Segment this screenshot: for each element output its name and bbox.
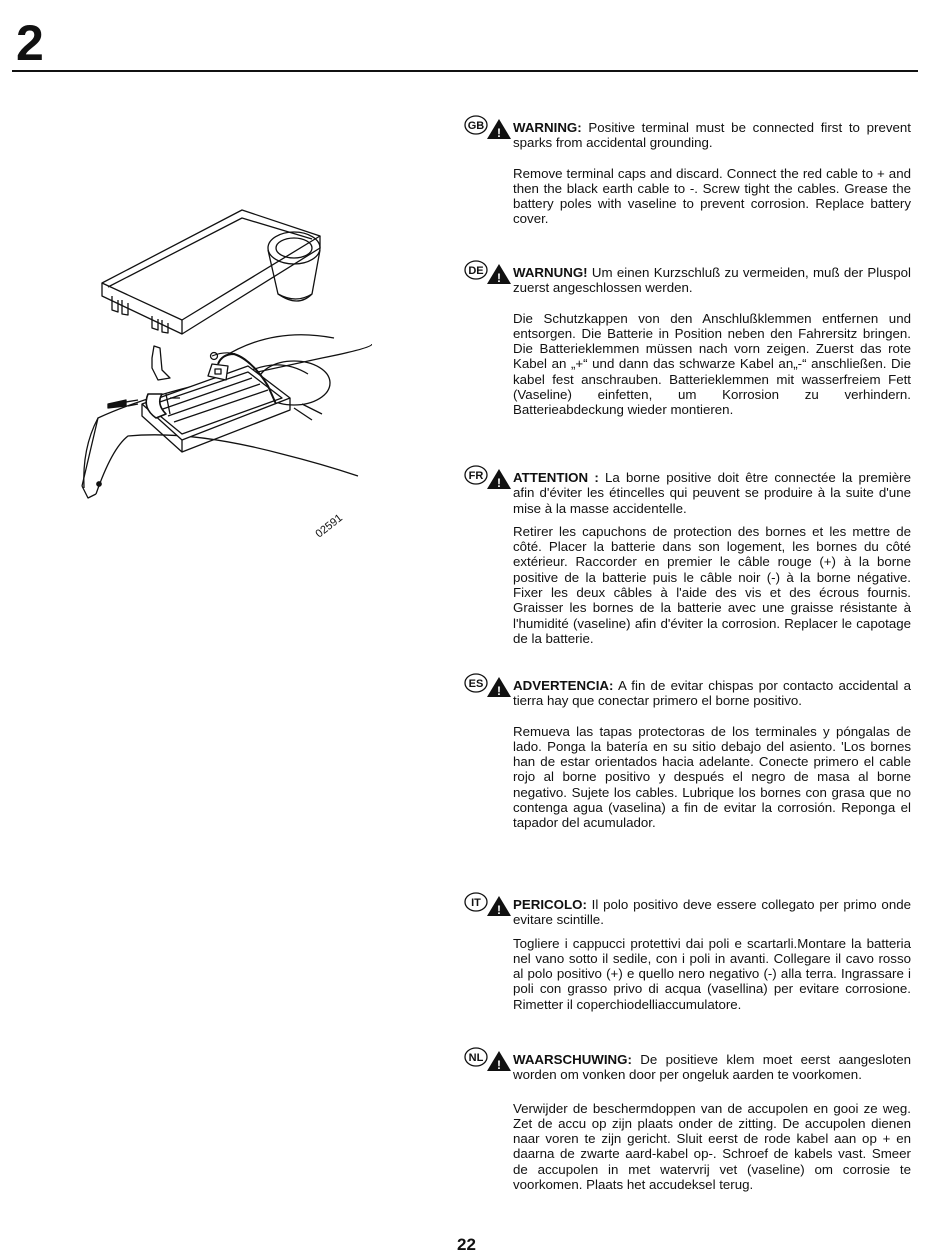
section-gb: [467, 120, 911, 227]
page-number: 22: [457, 1235, 476, 1254]
section-fr: [468, 470, 912, 646]
warning-message: Positive terminal must be connected first to prevent sparks from accidental grounding.: [513, 120, 911, 151]
lang-code: IT: [471, 897, 481, 909]
section-es: [468, 678, 911, 831]
instructions-body: Remove terminal caps and discard. Connect the red cable to + and then the black earth cable to -. Screw tight the cables. Grease the battery poles with vaseline to prevent corrosion. Replace battery cover.: [513, 165, 911, 227]
section-nl: [468, 1052, 911, 1193]
warning-message: La borne positive doit être connectée la première afin d'éviter les étincelles qui peuvent se produire à la suite d'une mise à la masse accidentelle.: [513, 470, 912, 516]
warning-message: Il polo positivo deve essere collegato per primo onde evitare scintille.: [513, 897, 911, 928]
section-it: [471, 897, 911, 1012]
lang-badge: [463, 891, 515, 917]
battery-installation-drawing: [72, 208, 372, 558]
warning-label: WARNING:: [513, 120, 582, 135]
instructions-body: Die Schutzkappen von den Anschlußklemmen entfernen und entsorgen. Die Batterie in Position neben den Fahrersitz bringen. Die Batterieklemmen müssen nach vorn zeigen. Zuerst das rote Kabel an „+“ und dann das schwarze Kabel an„-“ anschließen. Die kabel fest anschrauben. Batterieklemmen mit wasserfreiem Fett (Vaseline) einfetten, um Korrosion zu verhindern. Batterieabdeckung wieder montieren.: [513, 310, 911, 418]
warning-message: De positieve klem moet eerst aangesloten worden om vonken door per ongeluk aarden te voorkomen.: [513, 1052, 911, 1083]
lang-badge: [463, 672, 515, 698]
lang-badge: [463, 114, 515, 140]
svg-text:!: !: [497, 476, 501, 490]
battery-illustration: [72, 208, 372, 558]
lang-code: GB: [467, 120, 485, 132]
instructions-body: Remueva las tapas protectoras de los terminales y póngalas de lado. Ponga la batería en su sitio debajo del asiento. 'Los bornes han de estar orientados hacia adelante. Conecte primero el cable rojo al borne positivo y después el negro de masa al borne negativo. Sujete los cables. Lubrique los bornes con grasa que no contenga agua (vaselina) a fin de evitar la corrosión. Reponga el tapador del acumulador.: [513, 723, 911, 831]
warning-text: [513, 1052, 911, 1083]
figure-code: 02591: [313, 512, 345, 541]
warning-label: ATTENTION :: [513, 470, 599, 485]
warning-label: ADVERTENCIA:: [513, 678, 614, 693]
warning-label: PERICOLO:: [513, 897, 587, 912]
svg-text:!: !: [497, 271, 501, 285]
warning-text: [513, 120, 911, 151]
warning-message: Um einen Kurzschluß zu vermeiden, muß der Pluspol zuerst angeschlossen werden.: [513, 265, 911, 296]
svg-text:!: !: [497, 1058, 501, 1072]
lang-badge: [463, 464, 515, 490]
svg-text:!: !: [497, 126, 501, 140]
lang-code: FR: [468, 470, 484, 482]
warning-message: A fin de evitar chispas por contacto accidental a tierra hay que conectar primero el borne positivo.: [513, 678, 911, 709]
warning-text: [513, 470, 911, 516]
instructions-body: Verwijder de beschermdoppen van de accupolen en gooi ze weg. Zet de accu op zijn plaats onder de zitting. De accupolen dienen naar voren te zijn gericht. Sluit eerst de rode kabel aan op + en daarna de zwarte aard-kabel op-. Schroef de kabels vast. Smeer de accupolen in met watervrij vet (vaseline) om corrosie te voorkomen. Plaats het accudeksel terug.: [513, 1100, 911, 1193]
svg-text:!: !: [497, 684, 501, 698]
warning-text: [513, 678, 911, 709]
lang-code: ES: [468, 678, 484, 690]
chapter-number: 2: [16, 15, 43, 71]
lang-badge: [463, 1046, 515, 1072]
svg-text:!: !: [497, 903, 501, 917]
section-de: [468, 265, 911, 418]
header-rule: [12, 70, 918, 72]
instructions-body: Togliere i cappucci protettivi dai poli e scartarli.Montare la batteria nel vano sotto il sedile, con i poli in avanti. Collegare il cavo rosso al polo positivo (+) e quello nero negativo (-) alla terra. Ingrassare i poli con grasso privo di acqua (vasellina) per evitare corrosione. Rimetter il coperchiodelliaccumulatore.: [513, 935, 911, 1012]
lang-badge: [463, 259, 515, 285]
warning-label: WARNUNG!: [513, 265, 588, 280]
warning-text: [513, 897, 911, 928]
warning-label: WAARSCHUWING:: [513, 1052, 632, 1067]
instructions-body: Retirer les capuchons de protection des bornes et les mettre de côté. Placer la batterie dans son logement, les bornes du côté extérieur. Raccorder en premier le câble rouge (+) à la borne positive de la batterie puis le câble noir (-) à la borne négative. Fixer les deux câbles à l'aide des vis et des écrous fournis. Graisser les bornes de la batterie avec une graisse résistante à l'humidité (vaseline) afin d'éviter la corrosion. Replacer le capotage de la batterie.: [513, 523, 911, 646]
warning-text: [513, 265, 911, 296]
lang-code: DE: [468, 265, 484, 277]
lang-code: NL: [468, 1052, 484, 1064]
